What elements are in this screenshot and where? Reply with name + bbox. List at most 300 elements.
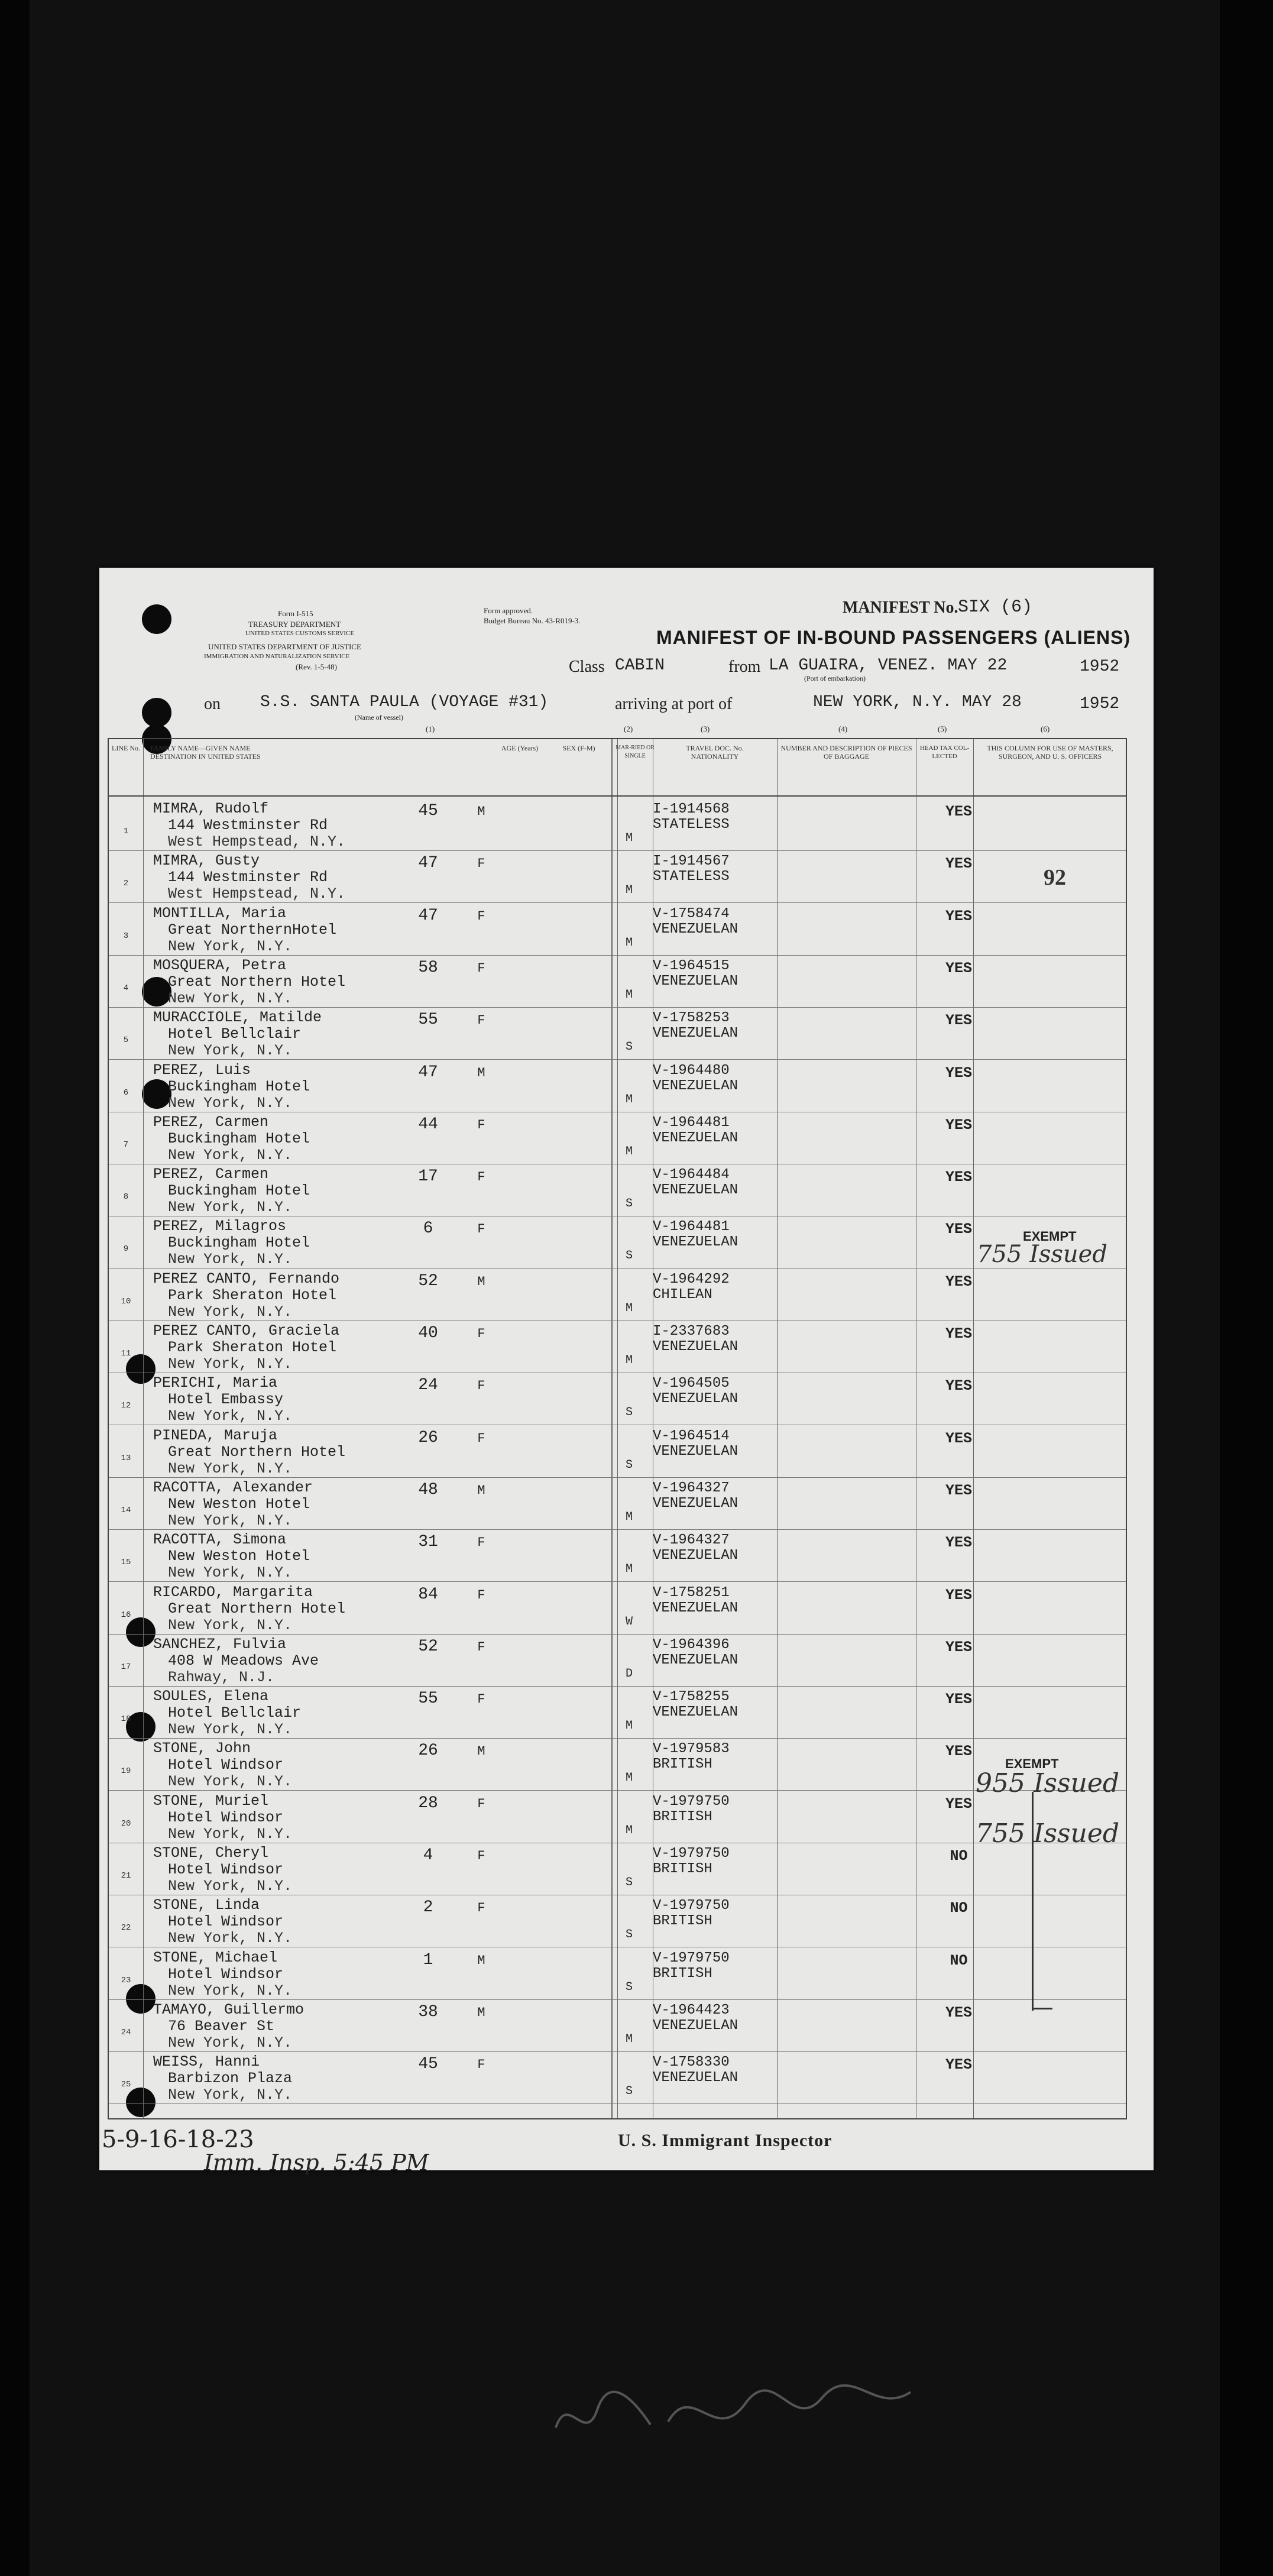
line-number: 11: [121, 1349, 131, 1358]
nationality: VENEZUELAN: [653, 1652, 738, 1668]
travel-doc-number: I-1914568: [653, 801, 730, 817]
passenger-age: 55: [418, 1690, 438, 1708]
destination-line-2: New York, N.Y.: [168, 1459, 293, 1477]
nationality: BRITISH: [653, 1913, 712, 1930]
head-tax-collected: YES: [945, 1795, 972, 1813]
head-tax-collected: YES: [945, 1481, 972, 1499]
header-sex: SEX (F-M): [562, 744, 595, 752]
head-tax-collected: YES: [945, 907, 972, 925]
handwritten-issued-note: 755 Issued: [977, 1241, 1107, 1268]
row-divider: [109, 2103, 1126, 2104]
marital-status: M: [625, 1719, 633, 1733]
line-number: 2: [123, 879, 129, 889]
marital-status: S: [625, 1928, 633, 1942]
table-row: [109, 1477, 1126, 1530]
destination-line-2: New York, N.Y.: [168, 1251, 293, 1268]
head-tax-collected: YES: [945, 855, 972, 873]
passenger-name: STONE, John: [153, 1740, 251, 1758]
nationality: BRITISH: [653, 1861, 712, 1877]
passenger-sex: M: [477, 804, 485, 819]
marital-status: S: [625, 2085, 633, 2099]
port-note: (Port of embarkation): [804, 674, 866, 682]
marital-status: M: [625, 1354, 633, 1367]
travel-doc-number: V-1964480: [653, 1062, 730, 1079]
dept-justice: UNITED STATES DEPARTMENT OF JUSTICE: [208, 642, 361, 651]
form-revision: (Rev. 1-5-48): [296, 662, 337, 671]
head-tax-collected: YES: [945, 959, 972, 977]
nationality: VENEZUELAN: [653, 1130, 738, 1146]
head-tax-collected: YES: [945, 1273, 972, 1290]
passenger-name: SANCHEZ, Fulvia: [153, 1635, 287, 1653]
col-num-2: (2): [624, 724, 633, 733]
travel-doc-number: V-1758474: [653, 905, 730, 922]
nationality: STATELESS: [653, 869, 730, 885]
travel-doc-number: V-1964514: [653, 1428, 730, 1444]
line-number: 4: [123, 983, 129, 993]
passenger-sex: F: [477, 1901, 485, 1916]
travel-doc-number: V-1979750: [653, 1846, 730, 1862]
passenger-sex: F: [477, 1326, 485, 1341]
handwritten-inspection-time: Imm. Insp. 5:45 PM: [204, 2150, 429, 2176]
table-row: [109, 1999, 1126, 2052]
passenger-age: 58: [418, 958, 438, 977]
line-number: 12: [121, 1401, 131, 1411]
destination-line-2: New York, N.Y.: [168, 989, 293, 1007]
exempt-stamp: EXEMPT: [1005, 1756, 1059, 1771]
marital-status: M: [625, 831, 633, 845]
travel-doc-number: I-1914567: [653, 853, 730, 870]
col-num-4: (4): [838, 724, 848, 733]
head-tax-collected: YES: [945, 1325, 972, 1342]
passenger-age: 44: [418, 1115, 438, 1134]
passenger-age: 31: [418, 1533, 438, 1552]
nationality: VENEZUELAN: [653, 1391, 738, 1407]
nationality: VENEZUELAN: [653, 1025, 738, 1042]
destination-line-1: New Weston Hotel: [168, 1548, 310, 1565]
from-value: LA GUAIRA, VENEZ. MAY 22: [769, 656, 1008, 675]
head-tax-collected: YES: [945, 2056, 972, 2074]
passenger-name: PINEDA, Maruja: [153, 1426, 278, 1444]
destination-line-1: Hotel Windsor: [168, 1965, 284, 1983]
table-row: [109, 1947, 1126, 2000]
destination-line-2: West Hempstead, N.Y.: [168, 833, 346, 850]
destination-line-1: Buckingham Hotel: [168, 1077, 310, 1095]
head-tax-collected: NO: [950, 1952, 968, 1969]
travel-doc-number: V-1758255: [653, 1689, 730, 1706]
handwritten-line-refs: 5-9-16-18-23: [102, 2126, 254, 2153]
line-number: 18: [121, 1714, 131, 1724]
destination-line-1: Great Northern Hotel: [168, 1600, 346, 1617]
passenger-sex: F: [477, 1222, 485, 1237]
line-number: 13: [121, 1453, 131, 1463]
nationality: VENEZUELAN: [653, 2070, 738, 2086]
travel-doc-number: V-1964327: [653, 1480, 730, 1496]
destination-line-1: Hotel Windsor: [168, 1913, 284, 1931]
header-travel-doc: TRAVEL DOC. No. NATIONALITY: [686, 744, 744, 760]
passenger-sex: F: [477, 960, 485, 976]
destination-line-2: New York, N.Y.: [168, 1303, 293, 1321]
marital-status: S: [625, 1876, 633, 1889]
passenger-sex: F: [477, 1378, 485, 1394]
travel-doc-number: V-1979750: [653, 1950, 730, 1966]
passenger-sex: F: [477, 1117, 485, 1132]
table-row: [109, 850, 1126, 903]
marital-status: M: [625, 884, 633, 898]
table-row: [109, 1164, 1126, 1216]
destination-line-2: New York, N.Y.: [168, 2034, 293, 2051]
head-tax-collected: YES: [945, 1221, 972, 1238]
vessel-note: (Name of vessel): [355, 713, 403, 721]
vessel-name: S.S. SANTA PAULA (VOYAGE #31): [260, 693, 549, 711]
table-row: [109, 1791, 1126, 1843]
from-label: from: [728, 658, 761, 676]
header-married: MAR-RIED OR SINGLE: [616, 745, 655, 759]
head-tax-collected: YES: [945, 1586, 972, 1604]
manifest-table: [108, 738, 1127, 2119]
nationality: BRITISH: [653, 1965, 712, 1982]
passenger-name: MURACCIOLE, Matilde: [153, 1009, 322, 1027]
travel-doc-number: V-1758330: [653, 2054, 730, 2071]
exempt-stamp: EXEMPT: [1023, 1229, 1077, 1244]
table-row: [109, 1007, 1126, 1060]
nationality: BRITISH: [653, 1756, 712, 1773]
travel-doc-number: V-1979583: [653, 1741, 730, 1758]
destination-line-2: New York, N.Y.: [168, 1094, 293, 1112]
destination-line-1: Hotel Windsor: [168, 1756, 284, 1774]
head-tax-collected: YES: [945, 1064, 972, 1082]
passenger-name: PEREZ, Carmen: [153, 1113, 269, 1131]
line-number: 3: [123, 931, 129, 941]
passenger-sex: M: [477, 1744, 485, 1759]
passenger-name: PERICHI, Maria: [153, 1374, 278, 1392]
passenger-age: 24: [418, 1376, 438, 1395]
passenger-age: 48: [418, 1480, 438, 1499]
destination-line-1: New Weston Hotel: [168, 1495, 310, 1513]
film-edge-left: [0, 0, 30, 2576]
marital-status: M: [625, 936, 633, 950]
travel-doc-number: V-1979750: [653, 1898, 730, 1914]
nationality: VENEZUELAN: [653, 1234, 738, 1251]
table-row: [109, 1112, 1126, 1164]
nationality: VENEZUELAN: [653, 1443, 738, 1459]
line-number: 15: [121, 1558, 131, 1568]
passenger-name: STONE, Linda: [153, 1897, 260, 1914]
destination-line-2: New York, N.Y.: [168, 1982, 293, 1999]
col-num-5: (5): [938, 724, 947, 733]
destination-line-2: New York, N.Y.: [168, 2086, 293, 2104]
on-label: on: [204, 695, 221, 713]
marital-status: M: [625, 1771, 633, 1785]
punch-hole: [142, 604, 171, 634]
nationality: VENEZUELAN: [653, 1495, 738, 1512]
passenger-name: STONE, Michael: [153, 1949, 278, 1966]
arriving-value: NEW YORK, N.Y. MAY 28: [813, 693, 1022, 711]
nationality: VENEZUELAN: [653, 1704, 738, 1721]
handwritten-issued-note: 755 Issued: [976, 1818, 1120, 1849]
destination-line-1: Park Sheraton Hotel: [168, 1339, 337, 1356]
head-tax-collected: YES: [945, 1638, 972, 1656]
line-number: 10: [121, 1296, 131, 1306]
from-year: 1952: [1080, 658, 1120, 676]
document-title: MANIFEST OF IN-BOUND PASSENGERS (ALIENS): [656, 627, 1131, 648]
passenger-age: 38: [418, 2002, 438, 2021]
table-row: [109, 2051, 1126, 2104]
header-name: FAMILY NAME—GIVEN NAME DESTINATION IN UNITED STATES: [150, 744, 261, 760]
dept-customs: UNITED STATES CUSTOMS SERVICE: [245, 630, 355, 637]
passenger-sex: M: [477, 1953, 485, 1968]
handwritten-bracket-line: [1032, 2008, 1052, 2009]
header-head-tax: HEAD TAX COL-LECTED: [919, 745, 970, 760]
passenger-name: MIMRA, Rudolf: [153, 800, 269, 817]
passenger-age: 47: [418, 854, 438, 873]
passenger-age: 40: [418, 1324, 438, 1342]
passenger-age: 45: [418, 2055, 438, 2074]
destination-line-2: New York, N.Y.: [168, 1355, 293, 1373]
passenger-sex: F: [477, 1170, 485, 1185]
table-row: [109, 955, 1126, 1008]
nationality: BRITISH: [653, 1808, 712, 1825]
class-value: CABIN: [615, 656, 665, 675]
passenger-age: 47: [418, 1063, 438, 1082]
passenger-sex: F: [477, 1692, 485, 1707]
header-age: AGE (Years): [501, 744, 539, 752]
manifest-label: MANIFEST No.: [843, 598, 958, 617]
destination-line-1: 76 Beaver St: [168, 2017, 275, 2035]
line-number: 6: [123, 1088, 129, 1098]
marital-status: W: [625, 1614, 633, 1629]
marital-status: S: [625, 1040, 633, 1054]
dept-ins: IMMIGRATION AND NATURALIZATION SERVICE: [204, 653, 350, 660]
head-tax-collected: YES: [945, 1743, 972, 1761]
travel-doc-number: I-2337683: [653, 1323, 730, 1339]
passenger-age: 52: [418, 1637, 438, 1656]
travel-doc-number: V-1964327: [653, 1532, 730, 1549]
passenger-sex: F: [477, 856, 485, 872]
dept-treasury: TREASURY DEPARTMENT: [248, 620, 341, 629]
table-row: [109, 1216, 1126, 1268]
destination-line-1: 144 Westminster Rd: [168, 817, 328, 834]
destination-line-1: Hotel Bellclair: [168, 1025, 302, 1043]
travel-doc-number: V-1964515: [653, 957, 730, 974]
line-number: 23: [121, 1975, 131, 1985]
table-row: [109, 1321, 1126, 1373]
nationality: VENEZUELAN: [653, 1182, 738, 1199]
table-row: [109, 798, 1126, 851]
travel-doc-number: V-1964292: [653, 1271, 730, 1287]
line-number: 9: [123, 1244, 129, 1254]
passenger-name: MIMRA, Gusty: [153, 852, 260, 870]
punch-hole: [142, 698, 171, 727]
table-row: [109, 1843, 1126, 1895]
form-number: Form I-515: [278, 609, 313, 618]
destination-line-1: Buckingham Hotel: [168, 1130, 310, 1147]
passenger-age: 55: [418, 1011, 438, 1030]
head-tax-collected: YES: [945, 1534, 972, 1552]
line-number: 20: [121, 1818, 131, 1829]
passenger-age: 52: [418, 1271, 438, 1290]
destination-line-1: Hotel Windsor: [168, 1808, 284, 1826]
destination-line-2: New York, N.Y.: [168, 1199, 293, 1216]
travel-doc-number: V-1964484: [653, 1167, 730, 1183]
passenger-age: 26: [418, 1742, 438, 1761]
handwritten-issued-note: 955 Issued: [976, 1768, 1120, 1798]
passenger-sex: F: [477, 1587, 485, 1603]
destination-line-1: Hotel Bellclair: [168, 1704, 302, 1722]
table-row: [109, 903, 1126, 956]
line-number: 17: [121, 1662, 131, 1672]
destination-line-2: New York, N.Y.: [168, 1825, 293, 1843]
col-num-6: (6): [1041, 724, 1050, 733]
head-tax-collected: YES: [945, 1116, 972, 1134]
nationality: VENEZUELAN: [653, 1339, 738, 1355]
arriving-label: arriving at port of: [615, 695, 733, 713]
film-edge-right: [1220, 0, 1273, 2576]
destination-line-1: Great Northern Hotel: [168, 973, 346, 991]
head-tax-collected: NO: [950, 1847, 968, 1865]
destination-line-1: Buckingham Hotel: [168, 1234, 310, 1252]
nationality: STATELESS: [653, 817, 730, 833]
marital-status: D: [625, 1666, 633, 1681]
destination-line-1: Buckingham Hotel: [168, 1182, 310, 1200]
travel-doc-number: V-1964481: [653, 1219, 730, 1235]
nationality: CHILEAN: [653, 1286, 712, 1303]
passenger-name: PEREZ, Carmen: [153, 1166, 269, 1183]
passenger-age: 45: [418, 802, 438, 820]
passenger-name: PEREZ, Luis: [153, 1061, 251, 1079]
passenger-age: 17: [418, 1167, 438, 1186]
head-tax-collected: YES: [945, 2004, 972, 2021]
col-num-1: (1): [426, 724, 435, 733]
passenger-sex: F: [477, 908, 485, 924]
head-tax-collected: NO: [950, 1899, 968, 1917]
head-tax-collected: YES: [945, 803, 972, 820]
destination-line-1: Barbizon Plaza: [168, 2070, 293, 2088]
nationality: VENEZUELAN: [653, 973, 738, 989]
passenger-sex: M: [477, 1274, 485, 1289]
destination-line-2: New York, N.Y.: [168, 1721, 293, 1739]
arriving-year: 1952: [1080, 695, 1120, 713]
passenger-name: RICARDO, Margarita: [153, 1583, 313, 1601]
travel-doc-number: V-1979750: [653, 1793, 730, 1810]
line-number: 5: [123, 1035, 129, 1046]
destination-line-1: Park Sheraton Hotel: [168, 1286, 337, 1304]
marital-status: S: [625, 1249, 633, 1263]
destination-line-1: Hotel Embassy: [168, 1391, 284, 1409]
destination-line-2: New York, N.Y.: [168, 1042, 293, 1060]
line-number: 1: [123, 827, 129, 836]
marital-status: S: [625, 1406, 633, 1420]
passenger-sex: F: [477, 1013, 485, 1028]
table-row: [109, 1425, 1126, 1478]
passenger-name: RACOTTA, Simona: [153, 1531, 287, 1549]
class-label: Class: [569, 658, 605, 676]
head-tax-collected: YES: [945, 1012, 972, 1030]
marital-status: M: [625, 988, 633, 1002]
passenger-name: PEREZ, Milagros: [153, 1218, 287, 1235]
destination-line-2: New York, N.Y.: [168, 1616, 293, 1634]
line-number: 7: [123, 1140, 129, 1150]
passenger-age: 6: [423, 1219, 433, 1238]
travel-doc-number: V-1964423: [653, 2002, 730, 2018]
passenger-name: WEISS, Hanni: [153, 2053, 260, 2071]
travel-doc-number: V-1964481: [653, 1114, 730, 1131]
head-tax-collected: YES: [945, 1429, 972, 1447]
table-row: [109, 1529, 1126, 1582]
passenger-sex: M: [477, 1483, 485, 1498]
table-row: [109, 1582, 1126, 1635]
passenger-age: 4: [423, 1846, 433, 1865]
passenger-name: STONE, Cheryl: [153, 1844, 269, 1862]
marital-status: S: [625, 1458, 633, 1472]
passenger-name: TAMAYO, Guillermo: [153, 2001, 305, 2018]
travel-doc-number: V-1964396: [653, 1636, 730, 1653]
head-tax-collected: YES: [945, 1377, 972, 1395]
destination-line-1: 408 W Meadows Ave: [168, 1652, 319, 1669]
marital-status: M: [625, 1301, 633, 1315]
header-line-no: LINE No.: [112, 744, 140, 752]
marital-status: M: [625, 1144, 633, 1158]
marital-status: M: [625, 1510, 633, 1524]
passenger-age: 26: [418, 1428, 438, 1447]
passenger-sex: F: [477, 1431, 485, 1446]
header-rule: [109, 795, 1126, 797]
passenger-age: 47: [418, 906, 438, 925]
nationality: VENEZUELAN: [653, 1077, 738, 1094]
manifest-number: SIX (6): [958, 597, 1033, 617]
marital-status: S: [625, 1980, 633, 1994]
passenger-sex: F: [477, 2057, 485, 2073]
passenger-name: PEREZ CANTO, Fernando: [153, 1270, 340, 1287]
nationality: VENEZUELAN: [653, 2017, 738, 2034]
nationality: VENEZUELAN: [653, 1600, 738, 1616]
table-row: [109, 1686, 1126, 1739]
line-number: 22: [121, 1923, 131, 1933]
destination-line-2: Rahway, N.J.: [168, 1668, 275, 1686]
passenger-sex: F: [477, 1849, 485, 1863]
line-number: 19: [121, 1766, 131, 1776]
line-number: 14: [121, 1505, 131, 1515]
line-number: 21: [121, 1871, 131, 1881]
destination-line-1: Great Northern Hotel: [168, 1443, 346, 1461]
col-num-3: (3): [701, 724, 710, 733]
destination-line-2: New York, N.Y.: [168, 937, 293, 955]
header-baggage: NUMBER AND DESCRIPTION OF PIECES OF BAGGAGE: [780, 744, 912, 760]
marital-status: S: [625, 1197, 633, 1211]
marital-status: M: [625, 1562, 633, 1577]
marital-status: M: [625, 1092, 633, 1106]
page-number: 92: [1044, 865, 1066, 890]
passenger-name: MOSQUERA, Petra: [153, 956, 287, 974]
passenger-name: PEREZ CANTO, Graciela: [153, 1322, 340, 1339]
travel-doc-number: V-1758253: [653, 1010, 730, 1027]
passenger-name: SOULES, Elena: [153, 1688, 269, 1706]
destination-line-2: New York, N.Y.: [168, 1407, 293, 1425]
inspector-label: U. S. Immigrant Inspector: [618, 2131, 833, 2150]
destination-line-2: West Hempstead, N.Y.: [168, 885, 346, 903]
line-number: 16: [121, 1610, 131, 1620]
marital-status: M: [625, 1823, 633, 1837]
passenger-age: 2: [423, 1898, 433, 1917]
destination-line-2: New York, N.Y.: [168, 1512, 293, 1529]
nationality: VENEZUELAN: [653, 1548, 738, 1564]
passenger-name: STONE, Muriel: [153, 1792, 269, 1810]
destination-line-2: New York, N.Y.: [168, 1773, 293, 1791]
header-officers: THIS COLUMN FOR USE OF MASTERS, SURGEON, AND U. S. OFFICERS: [987, 744, 1113, 760]
passenger-sex: F: [477, 1796, 485, 1811]
destination-line-2: New York, N.Y.: [168, 1146, 293, 1164]
table-row: [109, 1634, 1126, 1687]
handwritten-bracket-line: [1032, 1792, 1034, 2011]
